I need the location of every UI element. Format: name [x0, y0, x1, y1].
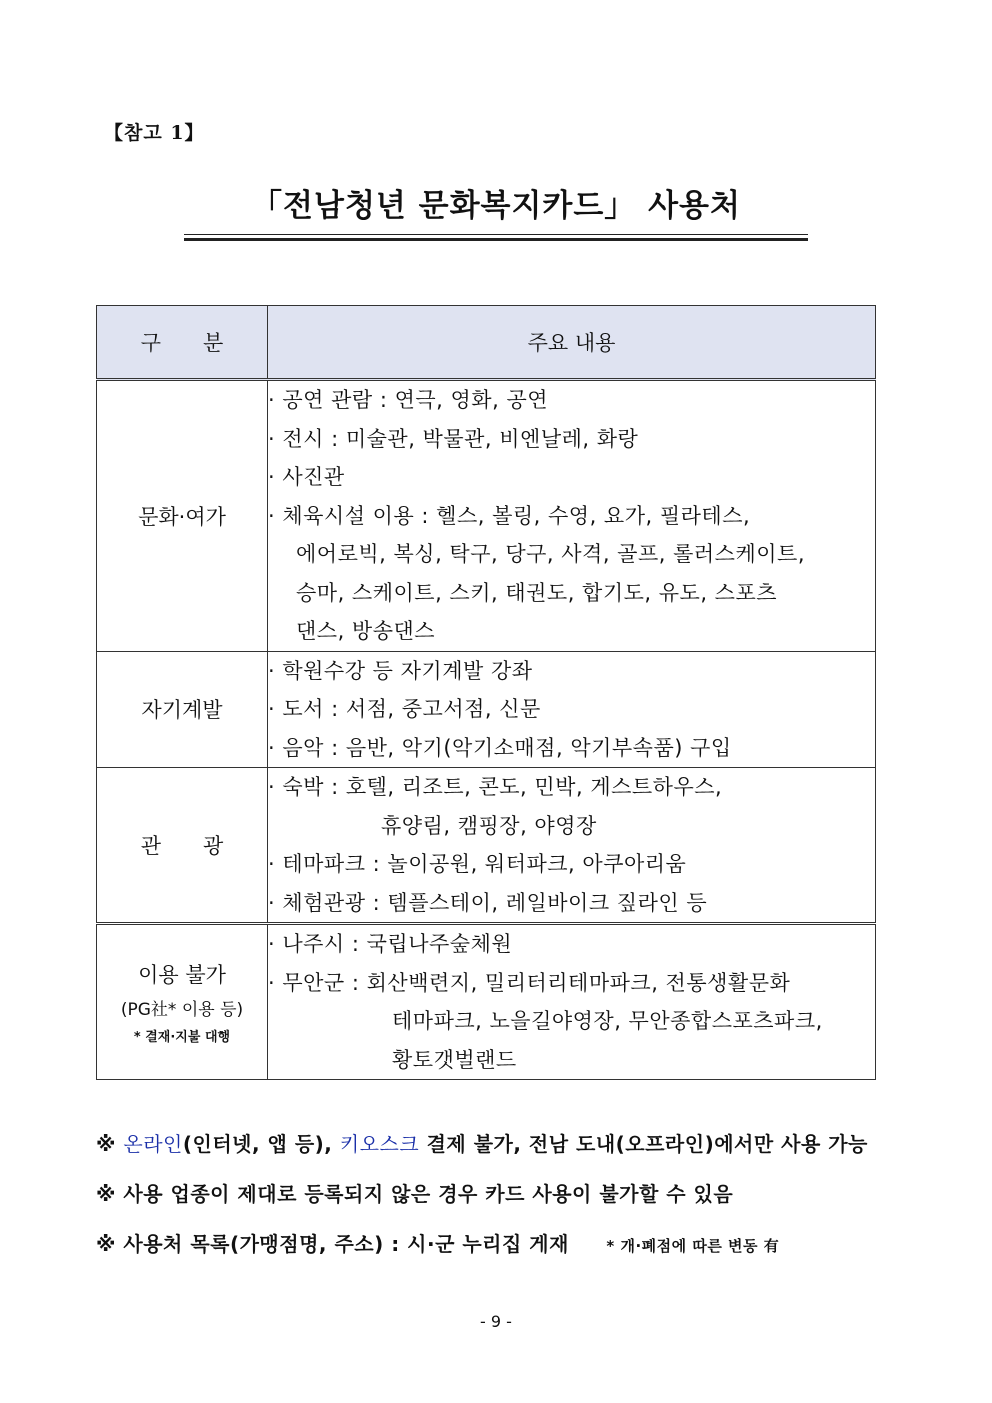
note-text: (인터넷, 앱 등),	[182, 1132, 340, 1156]
category-culture: 문화·여가	[97, 380, 268, 652]
note-listing	[96, 1226, 868, 1276]
table-header-row	[97, 306, 876, 380]
content-line: 승마, 스케이트, 스키, 태권도, 합기도, 유도, 스포츠	[296, 580, 778, 605]
note-mark: ※	[96, 1132, 116, 1156]
content-line: · 공연 관람 : 연극, 영화, 공연	[268, 388, 549, 412]
usage-table	[96, 305, 876, 1080]
content-line: · 전시 : 미술관, 박물관, 비엔날레, 화랑	[268, 426, 639, 451]
header-category: 구 분	[97, 306, 268, 380]
content-tourism	[268, 768, 876, 924]
reference-label: 【참고 1】	[104, 122, 205, 144]
content-line: · 체험관광 : 템플스테이, 레일바이크 짚라인 등	[268, 890, 708, 915]
content-line: · 테마파크 : 놀이공원, 워터파크, 아쿠아리움	[268, 852, 687, 876]
content-not-allowed	[268, 924, 876, 1080]
category-not-allowed-footnote: * 결재·지불 대행	[133, 1030, 231, 1045]
content-line: 댄스, 방송댄스	[296, 619, 436, 643]
content-line: · 학원수강 등 자기계발 강좌	[268, 658, 533, 683]
content-culture	[268, 380, 876, 652]
note-text: 결제 불가, 전남 도내(오프라인)에서만 사용 가능	[419, 1132, 868, 1156]
title-underline	[184, 234, 808, 241]
note-online-restriction	[96, 1126, 868, 1176]
content-line: 휴양림, 캠핑장, 야영장	[381, 813, 597, 838]
header-content: 주요 내용	[268, 306, 876, 380]
page-title: 「전남청년 문화복지카드」 사용처	[251, 188, 741, 224]
note-registration: ※ 사용 업종이 제대로 등록되지 않은 경우 카드 사용이 불가할 수 있음	[96, 1182, 734, 1206]
note-listing-text: ※ 사용처 목록(가맹점명, 주소) : 시·군 누리집 게재	[96, 1232, 569, 1256]
content-line: · 체육시설 이용 : 헬스, 볼링, 수영, 요가, 필라테스,	[268, 503, 751, 528]
note-listing-small: * 개·폐점에 따른 변동 有	[606, 1237, 780, 1255]
content-line: · 나주시 : 국립나주숲체원	[268, 932, 513, 956]
category-self-development: 자기계발	[97, 651, 268, 768]
content-line: 테마파크, 노을길야영장, 무안종합스포츠파크,	[392, 1009, 823, 1033]
category-tourism: 관 광	[97, 768, 268, 924]
category-not-allowed	[97, 924, 268, 1080]
category-not-allowed-label: 이용 불가	[138, 963, 226, 987]
content-line: · 도서 : 서점, 중고서점, 신문	[268, 697, 541, 721]
table-row-not-allowed	[97, 924, 876, 1080]
notes-section	[96, 1126, 868, 1276]
note-online-highlight: 온라인	[123, 1132, 183, 1156]
category-not-allowed-sub: (PG社* 이용 등)	[120, 1000, 244, 1020]
table-row-self-development	[97, 651, 876, 768]
page-number: - 9 -	[480, 1312, 512, 1331]
content-line: · 무안군 : 회산백련지, 밀리터리테마파크, 전통생활문화	[268, 970, 791, 995]
content-line: · 사진관	[268, 465, 345, 489]
content-line: · 음악 : 음반, 악기(악기소매점, 악기부속품) 구입	[268, 735, 732, 760]
content-line: · 숙박 : 호텔, 리조트, 콘도, 민박, 게스트하우스,	[268, 775, 723, 799]
content-line: 에어로빅, 복싱, 탁구, 당구, 사격, 골프, 롤러스케이트,	[296, 542, 805, 566]
table-row-tourism	[97, 768, 876, 924]
content-self-development	[268, 651, 876, 768]
note-kiosk-highlight: 키오스크	[339, 1132, 420, 1156]
table-row-culture	[97, 380, 876, 652]
content-line: 황토갯벌랜드	[392, 1047, 517, 1072]
